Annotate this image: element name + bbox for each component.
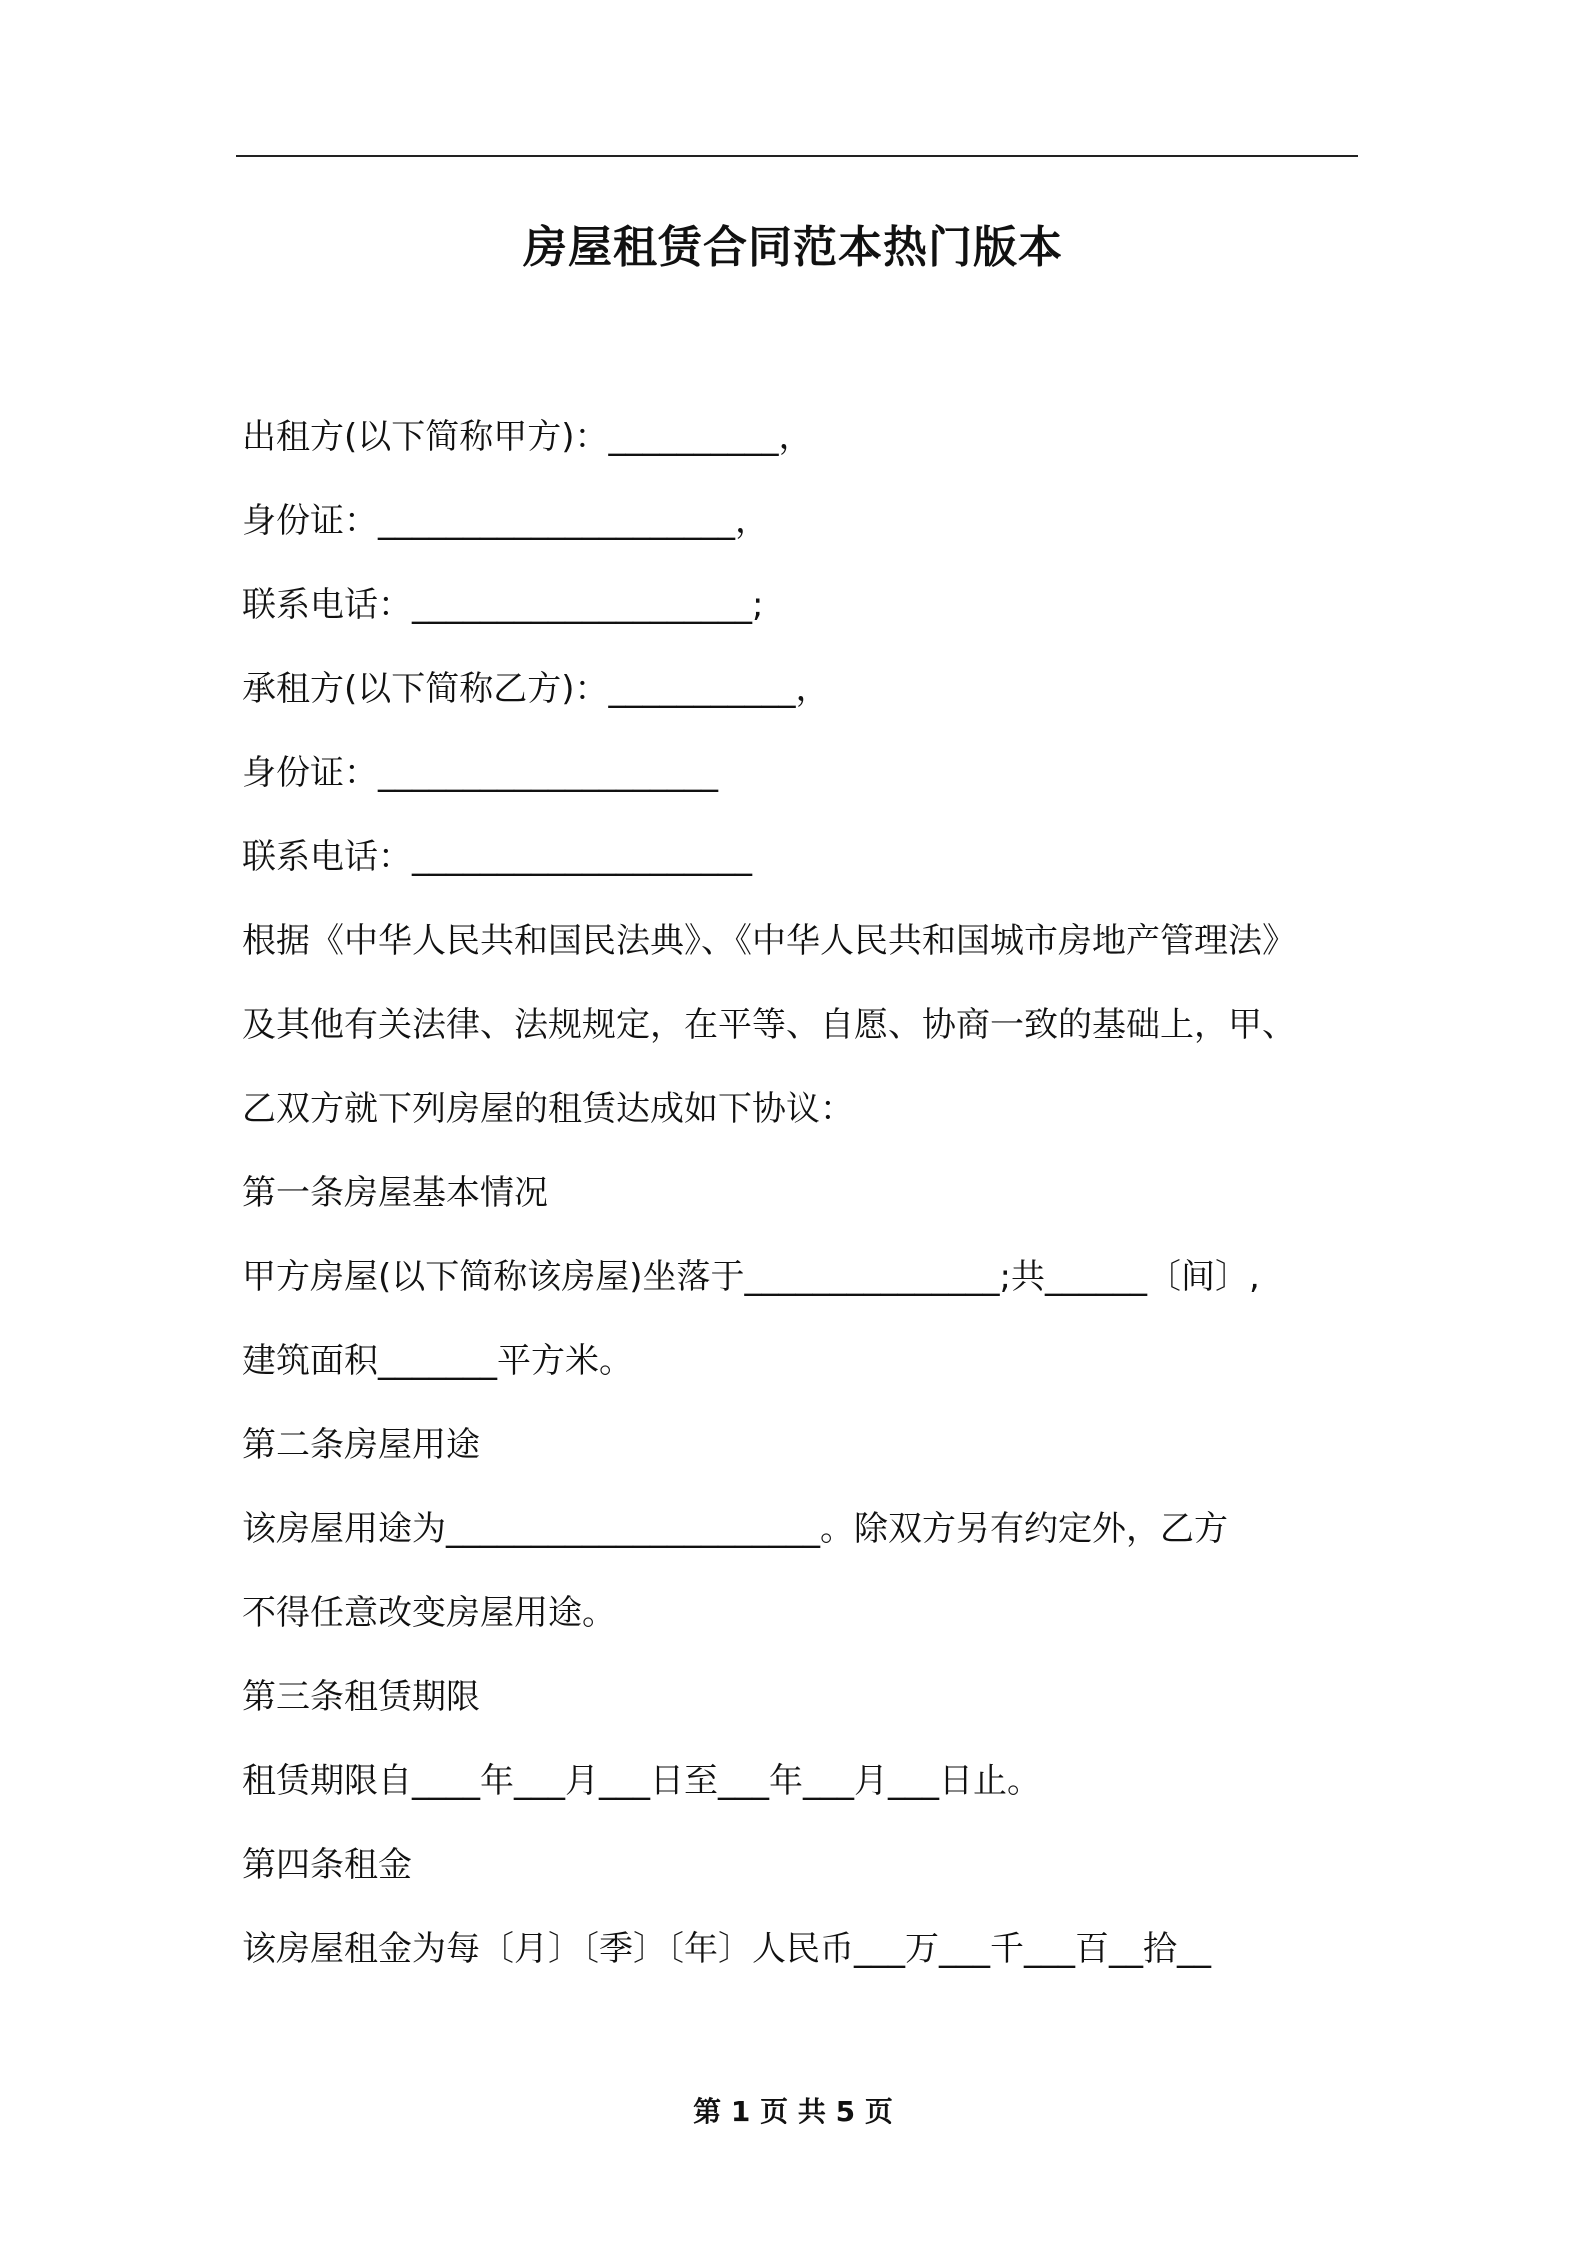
page-number: 第 1 页 共 5 页: [693, 2095, 893, 2128]
preamble-line-3: 乙双方就下列房屋的租赁达成如下协议：: [242, 1089, 854, 1129]
article-2-text-1: 该房屋用途为______________________。除双方另有约定外，乙方: [242, 1509, 1228, 1549]
document-title: 房屋租赁合同范本热门版本: [523, 222, 1063, 273]
preamble-line-1: 根据《中华人民共和国民法典》、《中华人民共和国城市房地产管理法》: [242, 921, 1296, 961]
article-3-heading: 第三条租赁期限: [242, 1677, 480, 1717]
article-2-text-2: 不得任意改变房屋用途。: [242, 1593, 616, 1633]
lessee-id-line: 身份证：____________________: [242, 753, 718, 793]
lessor-phone-line: 联系电话：____________________;: [242, 585, 764, 625]
preamble-line-2: 及其他有关法律、法规规定，在平等、自愿、协商一致的基础上，甲、: [242, 1005, 1296, 1045]
header-rule: [236, 155, 1358, 157]
article-4-heading: 第四条租金: [242, 1845, 412, 1885]
article-1-text-1: 甲方房屋(以下简称该房屋)坐落于_______________;共______〔间〕,: [242, 1257, 1260, 1297]
lessor-id-line: 身份证：_____________________，: [242, 501, 769, 541]
article-4-text: 该房屋租金为每〔月〕〔季〕〔年〕人民币___万___千___百__拾__: [242, 1929, 1211, 1969]
lessee-line: 承租方(以下简称乙方)：___________，: [242, 669, 830, 709]
article-1-heading: 第一条房屋基本情况: [242, 1173, 548, 1213]
article-2-heading: 第二条房屋用途: [242, 1425, 480, 1465]
article-3-text: 租赁期限自____年___月___日至___年___月___日止。: [242, 1761, 1041, 1801]
lessor-line: 出租方(以下简称甲方)：__________，: [242, 417, 813, 457]
lessee-phone-line: 联系电话：____________________: [242, 837, 752, 877]
article-1-text-2: 建筑面积_______平方米。: [242, 1341, 633, 1381]
